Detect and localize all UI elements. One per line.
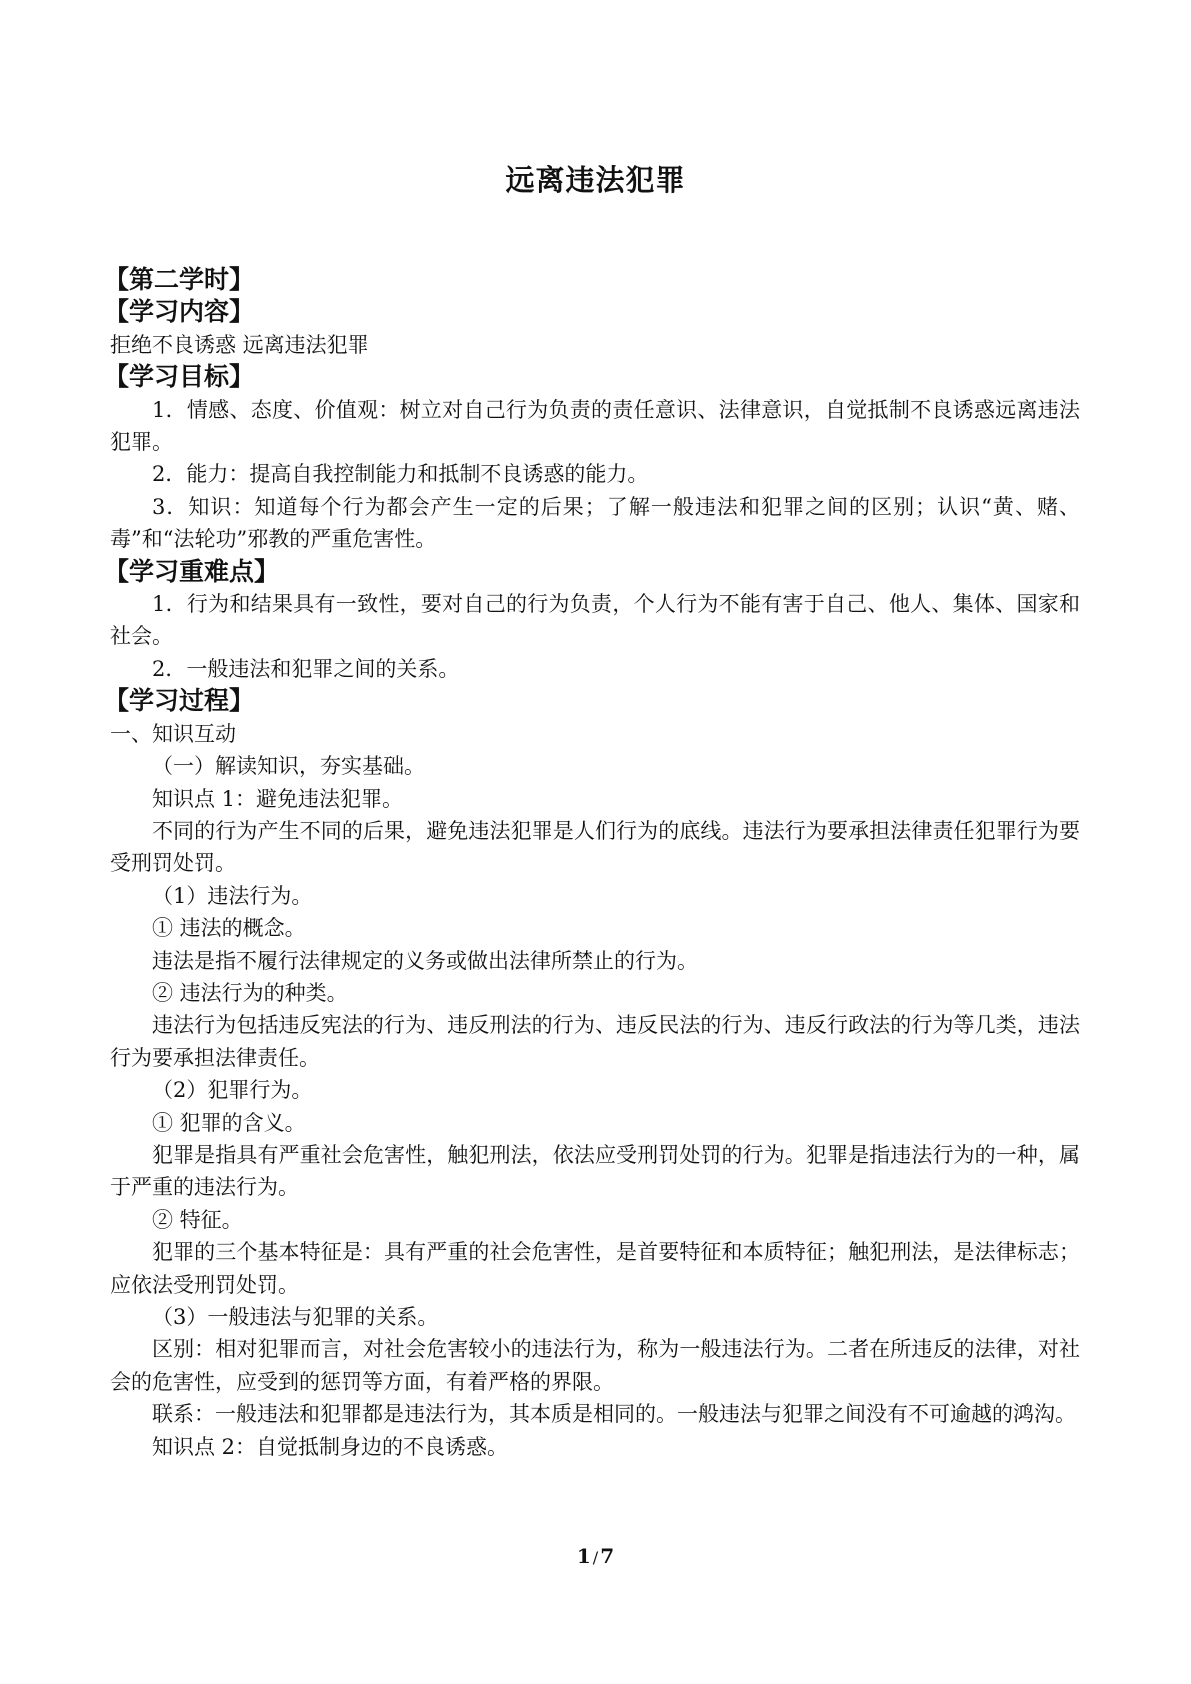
paragraph: 违法是指不履行法律规定的义务或做出法律所禁止的行为。 (152, 948, 698, 973)
document-title: 远离违法犯罪 (505, 163, 686, 197)
page-number (0, 1544, 1191, 1568)
section-heading-goals: 【学习目标】 (104, 362, 255, 392)
goal-item: 2．能力：提高自我控制能力和抵制不良诱惑的能力。 (152, 462, 649, 487)
page-current: 1 (576, 1544, 591, 1568)
process-step: 一、知识互动 (110, 721, 236, 746)
goal-item: 1．情感、态度、价值观：树立对自己行为负责的责任意识、法律意识，自觉抵制不良诱惑远离违法犯罪。 (110, 397, 1080, 455)
paragraph: 不同的行为产生不同的后果，避免违法犯罪是人们行为的底线。违法行为要承担法律责任犯罪行为要受刑罚处罚。 (110, 818, 1080, 876)
subheading: （3）一般违法与犯罪的关系。 (152, 1305, 439, 1329)
section-heading-content: 【学习内容】 (104, 297, 255, 327)
page-separator: / (592, 1548, 599, 1567)
key-point-item: 2．一般违法和犯罪之间的关系。 (152, 656, 460, 681)
knowledge-point: 知识点 2：自觉抵制身边的不良诱惑。 (152, 1434, 509, 1459)
section-heading-period: 【第二学时】 (104, 265, 255, 294)
section-heading-process: 【学习过程】 (104, 686, 255, 716)
paragraph: 犯罪的三个基本特征是：具有严重的社会危害性，是首要特征和本质特征；触犯刑法，是法律标志；应依法受刑罚处罚。 (110, 1240, 1080, 1297)
subheading: （2）犯罪行为。 (152, 1078, 313, 1103)
key-point-item: 1．行为和结果具有一致性，要对自己的行为负责，个人行为不能有害于自己、他人、集体、国家和社会。 (110, 592, 1080, 649)
page-total: 7 (600, 1544, 615, 1568)
subheading: （1）违法行为。 (152, 883, 313, 908)
process-substep: （一）解读知识，夯实基础。 (152, 754, 425, 779)
subheading: ② 违法行为的种类。 (152, 980, 348, 1005)
subheading: ① 犯罪的含义。 (152, 1110, 306, 1135)
subheading: ① 违法的概念。 (152, 916, 306, 941)
paragraph: 区别：相对犯罪而言，对社会危害较小的违法行为，称为一般违法行为。二者在所违反的法律，对社会的危害性，应受到的惩罚等方面，有着严格的界限。 (110, 1337, 1080, 1394)
content-text: 拒绝不良诱惑 远离违法犯罪 (110, 332, 369, 357)
subheading: ② 特征。 (152, 1207, 243, 1232)
section-heading-key-points: 【学习重难点】 (104, 556, 280, 586)
paragraph: 犯罪是指具有严重社会危害性，触犯刑法，依法应受刑罚处罚的行为。犯罪是指违法行为的一种，属于严重的违法行为。 (110, 1142, 1080, 1200)
document-body (104, 264, 1080, 1463)
knowledge-point: 知识点 1：避免违法犯罪。 (152, 786, 404, 811)
paragraph: 联系：一般违法和犯罪都是违法行为，其本质是相同的。一般违法与犯罪之间没有不可逾越的鸿沟。 (152, 1402, 1076, 1427)
goal-item: 3．知识：知道每个行为都会产生一定的后果；了解一般违法和犯罪之间的区别；认识“黄、赌、毒”和“法轮功”邪教的严重危害性。 (110, 494, 1080, 552)
paragraph: 违法行为包括违反宪法的行为、违反刑法的行为、违反民法的行为、违反行政法的行为等几类，违法行为要承担法律责任。 (110, 1013, 1080, 1070)
